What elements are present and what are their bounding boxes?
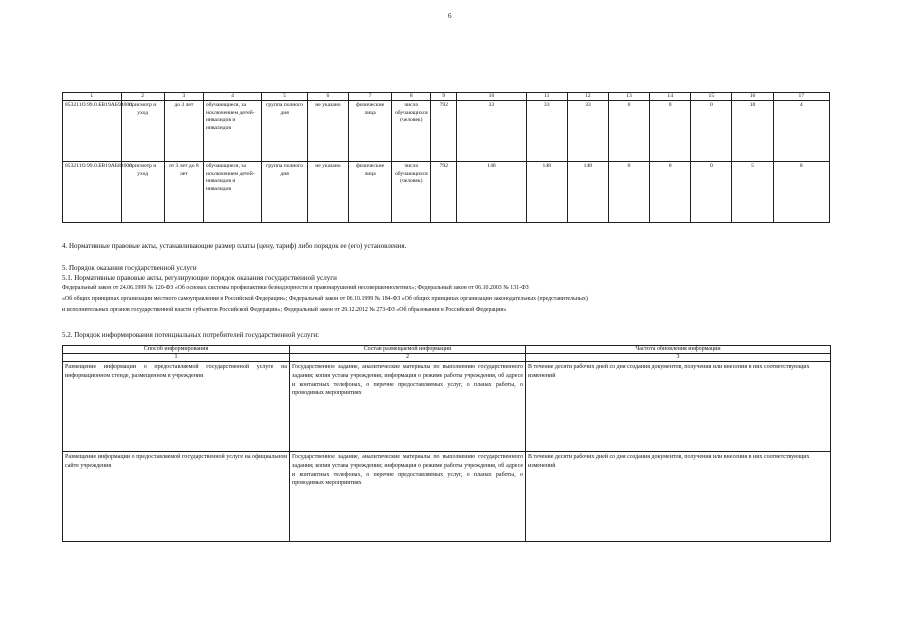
col-num: 2 [290, 354, 526, 362]
value-cell: 148 [457, 162, 526, 223]
laws-line: и исполнительных органов государственной власти субъектов Российской Федерации»; Федеральный закон от 29.12.2012 № 273-ФЗ «Об образовании в Российской Федерации» [62, 307, 507, 313]
section-5-title: 5. Порядок оказания государственной услуги [62, 264, 197, 272]
value-cell: 10 [732, 101, 773, 162]
col-num: 13 [608, 93, 649, 101]
header-cell: Способ информирования [63, 346, 290, 354]
column-number-row [63, 93, 830, 101]
okei-code-cell: 792 [431, 162, 457, 223]
frequency-cell: В течение десяти рабочих дней со дня создания документов, получения или внесения в них соответствующих изменений [526, 362, 831, 452]
col-num: 7 [348, 93, 391, 101]
table-row [63, 162, 830, 223]
condition-cell: не указано [307, 101, 348, 162]
indicator-cell: число обучающихся (человек) [392, 101, 431, 162]
okei-code-cell: 792 [431, 101, 457, 162]
col-num: 11 [526, 93, 567, 101]
service-content-cell: присмотр и уход [121, 162, 164, 223]
header-cell: Частота обновления информации [526, 346, 831, 354]
service-content-cell: присмотр и уход [121, 101, 164, 162]
col-num: 16 [732, 93, 773, 101]
registry-number-cell: 853211О.99.0.БВ19АБ82000 [63, 162, 122, 223]
group-cell: группа полного дня [262, 162, 308, 223]
value-cell: 148 [526, 162, 567, 223]
indicator-cell: число обучающихся (человек) [392, 162, 431, 223]
value-cell: 4 [773, 101, 829, 162]
method-cell: Размещение информации о предоставляемой государственной услуге на официальном сайте учреждения [63, 452, 290, 542]
column-number-row [63, 354, 831, 362]
value-cell: 148 [567, 162, 608, 223]
col-num: 10 [457, 93, 526, 101]
content-cell: Государственное задание, аналитические материалы по выполнению государственного задания; копия устава учреждения; информация о режиме работы учреждения, об адресе и контактных телефонах, о перечне предоставляемых услуг, о планах работы, о проводимых мероприятиях [290, 362, 526, 452]
col-num: 9 [431, 93, 457, 101]
laws-line: Федеральный закон от 24.06.1999 № 120-ФЗ «Об основах системы профилактики безнадзорности и правонарушений несовершеннолетних»; Федеральный закон от 06.10.2003 № 131-ФЗ [62, 285, 529, 291]
col-num: 1 [63, 354, 290, 362]
col-num: 8 [392, 93, 431, 101]
table-row [63, 452, 831, 542]
col-num: 5 [262, 93, 308, 101]
col-num: 1 [63, 93, 122, 101]
value-cell: 33 [526, 101, 567, 162]
page-number: 6 [448, 12, 452, 20]
method-cell: Размещение информации о предоставляемой государственной услуге на информационном стенде, размещенном в учреждении [63, 362, 290, 452]
service-volume-table [62, 92, 830, 223]
condition-cell: не указано [307, 162, 348, 223]
header-row [63, 346, 831, 354]
col-num: 6 [307, 93, 348, 101]
consumer-cell: физические лица [348, 101, 391, 162]
category-cell: обучающиеся, за исключением детей-инвалидов и инвалидов [203, 162, 262, 223]
value-cell: 0 [608, 162, 649, 223]
age-cell: от 3 лет до 8 лет [164, 162, 203, 223]
table-row [63, 362, 831, 452]
consumer-cell: физические лица [348, 162, 391, 223]
value-cell: 5 [732, 162, 773, 223]
age-cell: до 3 лет [164, 101, 203, 162]
section-5-1-title: 5.1. Нормативные правовые акты, регулирующие порядок оказания государственной услуги [62, 274, 337, 282]
content-cell: Государственное задание, аналитические материалы по выполнению государственного задания; копия устава учреждения; информация о режиме работы учреждения, об адресе и контактных телефонах, о перечне предоставляемых услуг, о планах работы, о проводимых мероприятиях [290, 452, 526, 542]
category-cell: обучающиеся, за исключением детей-инвалидов и инвалидов [203, 101, 262, 162]
table-row [63, 101, 830, 162]
frequency-cell: В течение десяти рабочих дней со дня создания документов, получения или внесения в них соответствующих изменений [526, 452, 831, 542]
value-cell: 0 [691, 162, 732, 223]
section-4-text: 4. Нормативные правовые акты, устанавливающие размер платы (цену, тариф) либо порядок ее (его) установления. [62, 242, 407, 250]
col-num: 17 [773, 93, 829, 101]
group-cell: группа полного дня [262, 101, 308, 162]
col-num: 3 [526, 354, 831, 362]
col-num: 15 [691, 93, 732, 101]
laws-line: «Об общих принципах организации местного самоуправления в Российской Федерации»; Федеральный закон от 06.10.1999 № 184-ФЗ «Об общих принципах организации законодательных (представительных) [62, 296, 588, 302]
value-cell: 0 [650, 162, 691, 223]
col-num: 12 [567, 93, 608, 101]
value-cell: 8 [773, 162, 829, 223]
value-cell: 0 [650, 101, 691, 162]
value-cell: 33 [567, 101, 608, 162]
col-num: 4 [203, 93, 262, 101]
section-5-2-title: 5.2. Порядок информирования потенциальных потребителей государственной услуги: [62, 331, 320, 339]
registry-number-cell: 853211О.99.0.БВ19АБ94000 [63, 101, 122, 162]
col-num: 14 [650, 93, 691, 101]
col-num: 2 [121, 93, 164, 101]
value-cell: 0 [691, 101, 732, 162]
header-cell: Состав размещаемой информации [290, 346, 526, 354]
col-num: 3 [164, 93, 203, 101]
value-cell: 33 [457, 101, 526, 162]
informing-table [62, 345, 831, 542]
value-cell: 0 [608, 101, 649, 162]
